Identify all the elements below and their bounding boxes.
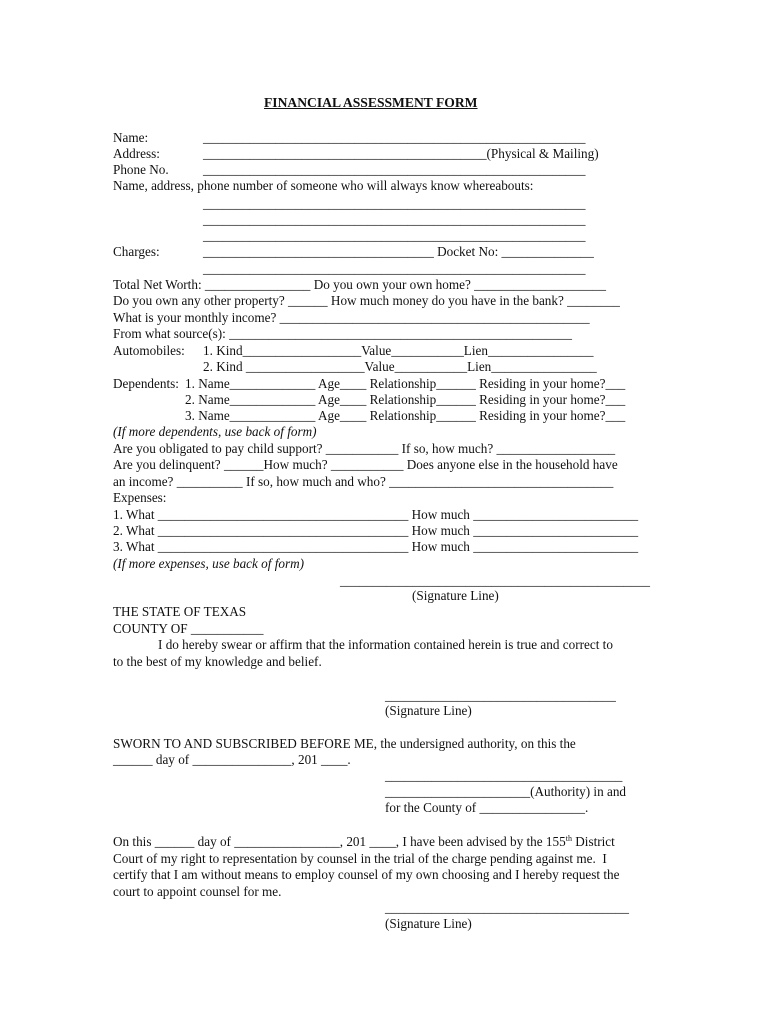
signature-line-3[interactable]: _____________________________________ bbox=[385, 900, 629, 915]
dependent-row-3[interactable]: 3. Name_____________ Age____ Relationship______ Residing in your home?___ bbox=[185, 408, 626, 423]
dependents-label: Dependents: bbox=[113, 376, 179, 391]
oath-text-1: I do hereby swear or affirm that the information contained herein is true and correct to bbox=[158, 637, 613, 652]
signature-label-2: (Signature Line) bbox=[385, 703, 472, 718]
signature-label-1: (Signature Line) bbox=[412, 588, 499, 603]
request-district: District bbox=[571, 834, 615, 849]
signature-line-1[interactable]: _______________________________________________ bbox=[340, 573, 650, 588]
sworn-text: SWORN TO AND SUBSCRIBED BEFORE ME, the undersigned authority, on this the bbox=[113, 736, 576, 751]
net-worth-row[interactable]: Total Net Worth: ________________ Do you own your own home? ____________________ bbox=[113, 277, 606, 292]
contact-label: Name, address, phone number of someone who will always know whereabouts: bbox=[113, 178, 534, 193]
dependent-row-2[interactable]: 2. Name_____________ Age____ Relationship______ Residing in your home?___ bbox=[185, 392, 626, 407]
request-text-2: Court of my right to representation by counsel in the trial of the charge pending against me. I bbox=[113, 851, 607, 866]
expense-row-3[interactable]: 3. What ______________________________________ How much _________________________ bbox=[113, 539, 639, 554]
ordinal-suffix: th bbox=[565, 834, 572, 843]
household-income-row[interactable]: an income? __________ If so, how much and who? __________________________________ bbox=[113, 474, 614, 489]
signature-label-3: (Signature Line) bbox=[385, 916, 472, 931]
oath-text-2: to the best of my knowledge and belief. bbox=[113, 654, 322, 669]
child-support-row[interactable]: Are you obligated to pay child support? ___________ If so, how much? __________________ bbox=[113, 441, 616, 456]
automobile-row-1[interactable]: 1. Kind__________________Value___________Lien________________ bbox=[203, 343, 594, 358]
charges-docket-field[interactable]: ___________________________________ Docket No: ______________ bbox=[203, 244, 594, 259]
other-property-row[interactable]: Do you own any other property? ______ How much money do you have in the bank? ________ bbox=[113, 293, 620, 308]
phone-label: Phone No. bbox=[113, 162, 169, 177]
delinquent-row[interactable]: Are you delinquent? ______How much? ___________ Does anyone else in the household have bbox=[113, 457, 618, 472]
request-text-4: court to appoint counsel for me. bbox=[113, 884, 282, 899]
name-field[interactable]: __________________________________________________________ bbox=[203, 130, 586, 145]
contact-field-2[interactable]: __________________________________________________________ bbox=[203, 212, 586, 227]
authority-county-field[interactable]: for the County of ________________. bbox=[385, 800, 589, 815]
dependents-note: (If more dependents, use back of form) bbox=[113, 424, 317, 439]
authority-signature-line[interactable]: ____________________________________ bbox=[385, 768, 623, 783]
monthly-income-row[interactable]: What is your monthly income? _______________________________________________ bbox=[113, 310, 590, 325]
contact-field-3[interactable]: __________________________________________________________ bbox=[203, 228, 586, 243]
request-text-3: certify that I am without means to employ counsel of my own choosing and I hereby request the bbox=[113, 867, 620, 882]
request-date-field[interactable]: On this ______ day of ________________, 201 ____, I have been advised by the 155 bbox=[113, 834, 566, 849]
phone-field[interactable]: __________________________________________________________ bbox=[203, 162, 586, 177]
name-label: Name: bbox=[113, 130, 149, 145]
charges-label: Charges: bbox=[113, 244, 160, 259]
state-heading: THE STATE OF TEXAS bbox=[113, 604, 247, 619]
automobiles-label: Automobiles: bbox=[113, 343, 185, 358]
contact-field-1[interactable]: __________________________________________________________ bbox=[203, 196, 586, 211]
address-field[interactable]: ___________________________________________(Physical & Mailing) bbox=[203, 146, 599, 161]
signature-line-2[interactable]: ___________________________________ bbox=[385, 688, 616, 703]
authority-field[interactable]: ______________________(Authority) in and bbox=[385, 784, 627, 799]
expense-row-1[interactable]: 1. What ______________________________________ How much _________________________ bbox=[113, 507, 639, 522]
expense-row-2[interactable]: 2. What ______________________________________ How much _________________________ bbox=[113, 523, 639, 538]
expenses-note: (If more expenses, use back of form) bbox=[113, 556, 305, 571]
charges-field-2[interactable]: __________________________________________________________ bbox=[203, 261, 586, 276]
page-title: FINANCIAL ASSESSMENT FORM bbox=[264, 95, 478, 110]
automobile-row-2[interactable]: 2. Kind __________________Value___________Lien________________ bbox=[203, 359, 597, 374]
expenses-label: Expenses: bbox=[113, 490, 167, 505]
address-label: Address: bbox=[113, 146, 160, 161]
dependent-row-1[interactable]: 1. Name_____________ Age____ Relationship______ Residing in your home?___ bbox=[185, 376, 626, 391]
sworn-date-field[interactable]: ______ day of _______________, 201 ____. bbox=[113, 752, 351, 767]
request-text-1 bbox=[113, 834, 615, 850]
county-field[interactable]: COUNTY OF ___________ bbox=[113, 621, 264, 636]
income-sources-row[interactable]: From what source(s): ____________________________________________________ bbox=[113, 326, 572, 341]
